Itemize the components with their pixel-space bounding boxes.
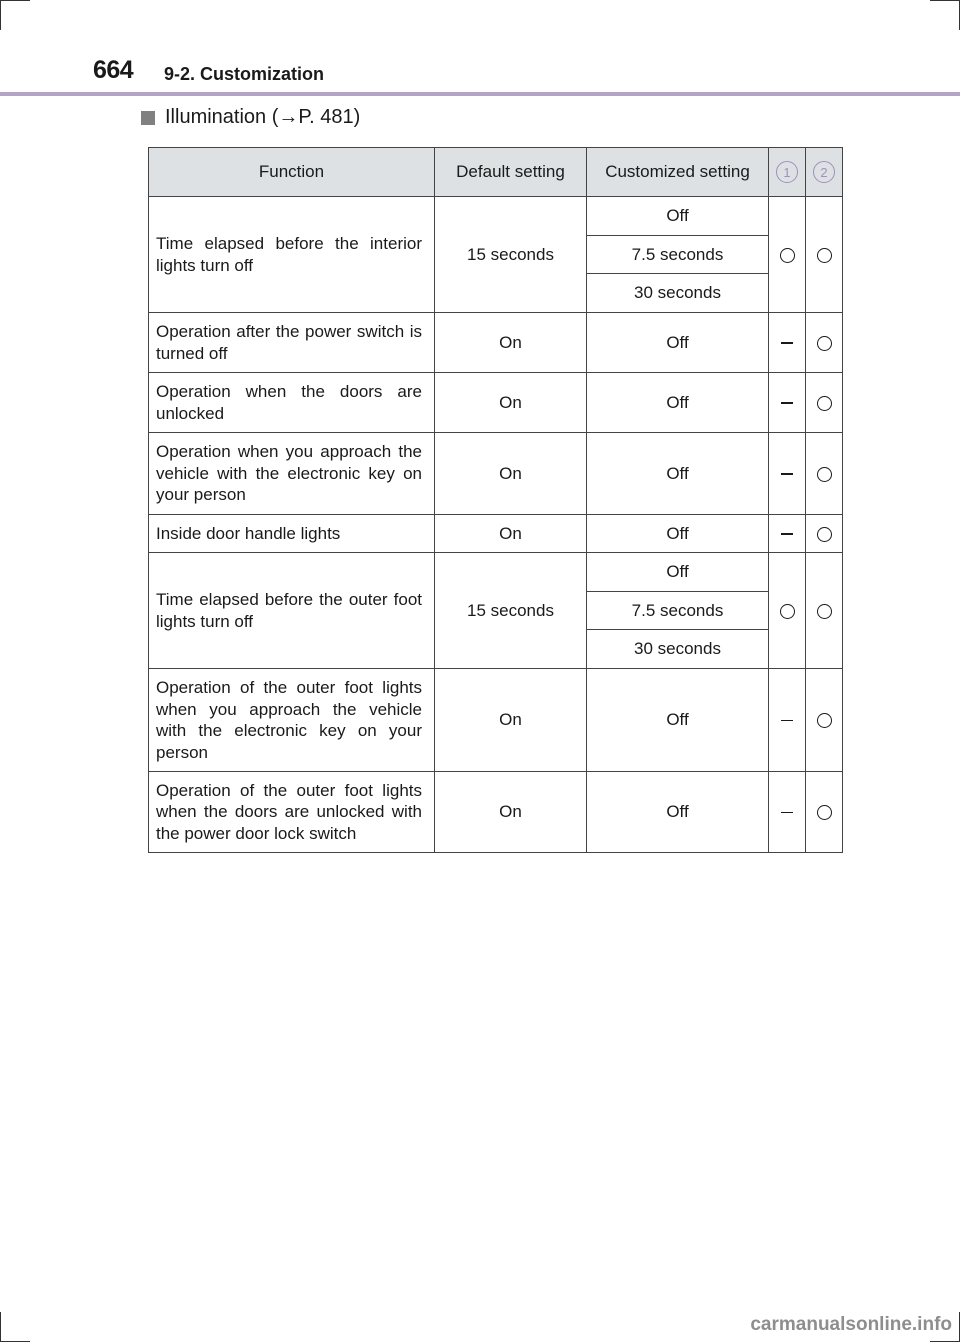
cell-col2 (806, 553, 843, 669)
header-default: Default setting (435, 148, 587, 197)
chapter-title: 9-2. Customization (164, 64, 325, 84)
cell-default: On (435, 515, 587, 553)
table-row (149, 373, 843, 433)
cell-default: On (435, 433, 587, 515)
header-function: Function (149, 148, 435, 197)
circle-mark-icon (817, 527, 832, 542)
cell-function: Operation of the outer foot lights when the doors are unlocked with the power door lock switch (149, 772, 435, 853)
crop-mark (0, 1312, 1, 1342)
cell-col2 (806, 373, 843, 433)
table-row (149, 515, 843, 553)
cell-col1 (769, 197, 806, 313)
table-row (149, 433, 843, 515)
square-bullet-icon (141, 111, 155, 125)
table-row (149, 669, 843, 772)
cell-col1 (769, 373, 806, 433)
customization-table (148, 147, 843, 853)
table-body (149, 197, 843, 853)
circle-mark-icon (817, 396, 832, 411)
cell-default: On (435, 373, 587, 433)
cell-col1 (769, 669, 806, 772)
cell-customized: 30 seconds (587, 630, 769, 669)
cell-customized: Off (587, 669, 769, 772)
cell-col1 (769, 313, 806, 373)
circle-mark-icon (780, 604, 795, 619)
cell-customized: Off (587, 373, 769, 433)
dash-mark-icon (781, 720, 793, 722)
dash-mark-icon (781, 342, 793, 344)
watermark: carmanualsonline.info (750, 1314, 952, 1335)
circle-mark-icon (817, 467, 832, 482)
circle-mark-icon (817, 336, 832, 351)
cell-default: On (435, 313, 587, 373)
table-row (149, 313, 843, 373)
cell-function: Time elapsed before the interior lights turn off (149, 197, 435, 313)
circled-number-1-icon: 1 (776, 161, 798, 183)
header-rule (0, 92, 960, 96)
circle-mark-icon (817, 604, 832, 619)
table-row (149, 197, 843, 236)
section-heading (141, 106, 360, 129)
cell-default: 15 seconds (435, 553, 587, 669)
cell-col2 (806, 197, 843, 313)
dash-mark-icon (781, 812, 793, 814)
header-col2 (806, 148, 843, 197)
section-title: Illumination (→P. 481) (165, 106, 361, 128)
cell-col2 (806, 433, 843, 515)
page-header (0, 0, 960, 100)
cell-customized: Off (587, 197, 769, 236)
cell-customized: 7.5 seconds (587, 236, 769, 274)
circle-mark-icon (817, 805, 832, 820)
circled-number-2-icon: 2 (813, 161, 835, 183)
cell-col2 (806, 515, 843, 553)
table-row (149, 772, 843, 853)
cell-function: Operation when the doors are unlocked (149, 373, 435, 433)
circle-mark-icon (817, 248, 832, 263)
cell-col2 (806, 313, 843, 373)
circle-mark-icon (780, 248, 795, 263)
cell-function: Time elapsed before the outer foot lights turn off (149, 553, 435, 669)
table-row (149, 553, 843, 592)
dash-mark-icon (781, 473, 793, 475)
cell-customized: 30 seconds (587, 274, 769, 313)
cell-customized: 7.5 seconds (587, 592, 769, 630)
cell-col1 (769, 515, 806, 553)
cell-default: On (435, 669, 587, 772)
cell-col1 (769, 772, 806, 853)
cell-customized: Off (587, 515, 769, 553)
cell-col1 (769, 553, 806, 669)
cell-function: Operation of the outer foot lights when you approach the vehicle with the electronic key on your person (149, 669, 435, 772)
table-header-row (149, 148, 843, 197)
circle-mark-icon (817, 713, 832, 728)
cell-customized: Off (587, 313, 769, 373)
dash-mark-icon (781, 402, 793, 404)
cell-col1 (769, 433, 806, 515)
cell-default: On (435, 772, 587, 853)
cell-default: 15 seconds (435, 197, 587, 313)
cell-function: Inside door handle lights (149, 515, 435, 553)
cell-customized: Off (587, 772, 769, 853)
cell-col2 (806, 669, 843, 772)
header-col1 (769, 148, 806, 197)
cell-col2 (806, 772, 843, 853)
cell-function: Operation when you approach the vehicle with the electronic key on your person (149, 433, 435, 515)
cell-function: Operation after the power switch is turned off (149, 313, 435, 373)
dash-mark-icon (781, 533, 793, 535)
cell-customized: Off (587, 433, 769, 515)
page-number: 664 (93, 56, 134, 84)
cell-customized: Off (587, 553, 769, 592)
header-customized: Customized setting (587, 148, 769, 197)
